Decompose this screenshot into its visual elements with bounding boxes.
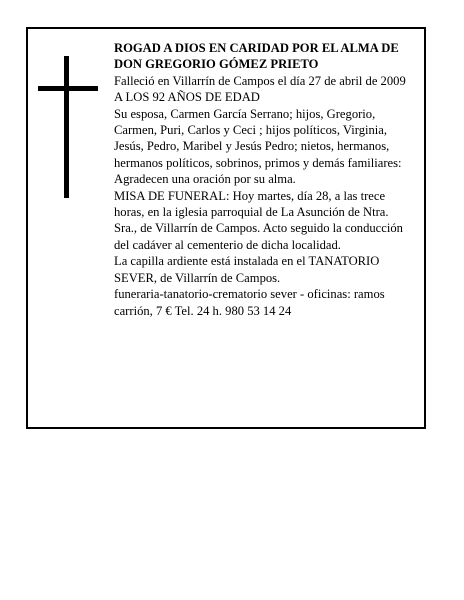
chapel-line: La capilla ardiente está instalada en el TANATORIO SEVER, de Villarrín de Campos. — [114, 254, 380, 285]
obituary-notice — [26, 27, 426, 429]
notice-text — [114, 40, 414, 319]
family-line: Su esposa, Carmen García Serrano; hijos, Gregorio, Carmen, Puri, Carlos y Ceci ; hijos políticos, Virginia, Jesús, Pedro, Maribel y Jesús Pedro; nietos, hermanos, hermanos políticos, sobrinos, primos y demás familiares: — [114, 106, 402, 170]
cross-vertical-bar — [64, 56, 69, 198]
funeral-mass-line: MISA DE FUNERAL: Hoy martes, día 28, a las trece horas, en la iglesia parroquial de La Asunción de Ntra. Sra., de Villarrín de Campos. Acto seguido la conducción del cadáver al cementerio de dicha localidad. — [114, 188, 403, 252]
age-line: A LOS 92 AÑOS DE EDAD — [114, 90, 260, 105]
funeral-home-contact: funeraria-tanatorio-crematorio sever - oficinas: ramos carrión, 7 € Tel. 24 h. 980 53 14 24 — [114, 287, 385, 318]
death-date-line: Falleció en Villarrín de Campos el día 27 de abril de 2009 — [114, 73, 406, 88]
cross-icon — [38, 56, 98, 198]
prayer-line: Agradecen una oración por su alma. — [114, 172, 296, 187]
cross-horizontal-bar — [38, 86, 98, 91]
notice-heading: ROGAD A DIOS EN CARIDAD POR EL ALMA DE DON GREGORIO GÓMEZ PRIETO — [114, 41, 399, 72]
